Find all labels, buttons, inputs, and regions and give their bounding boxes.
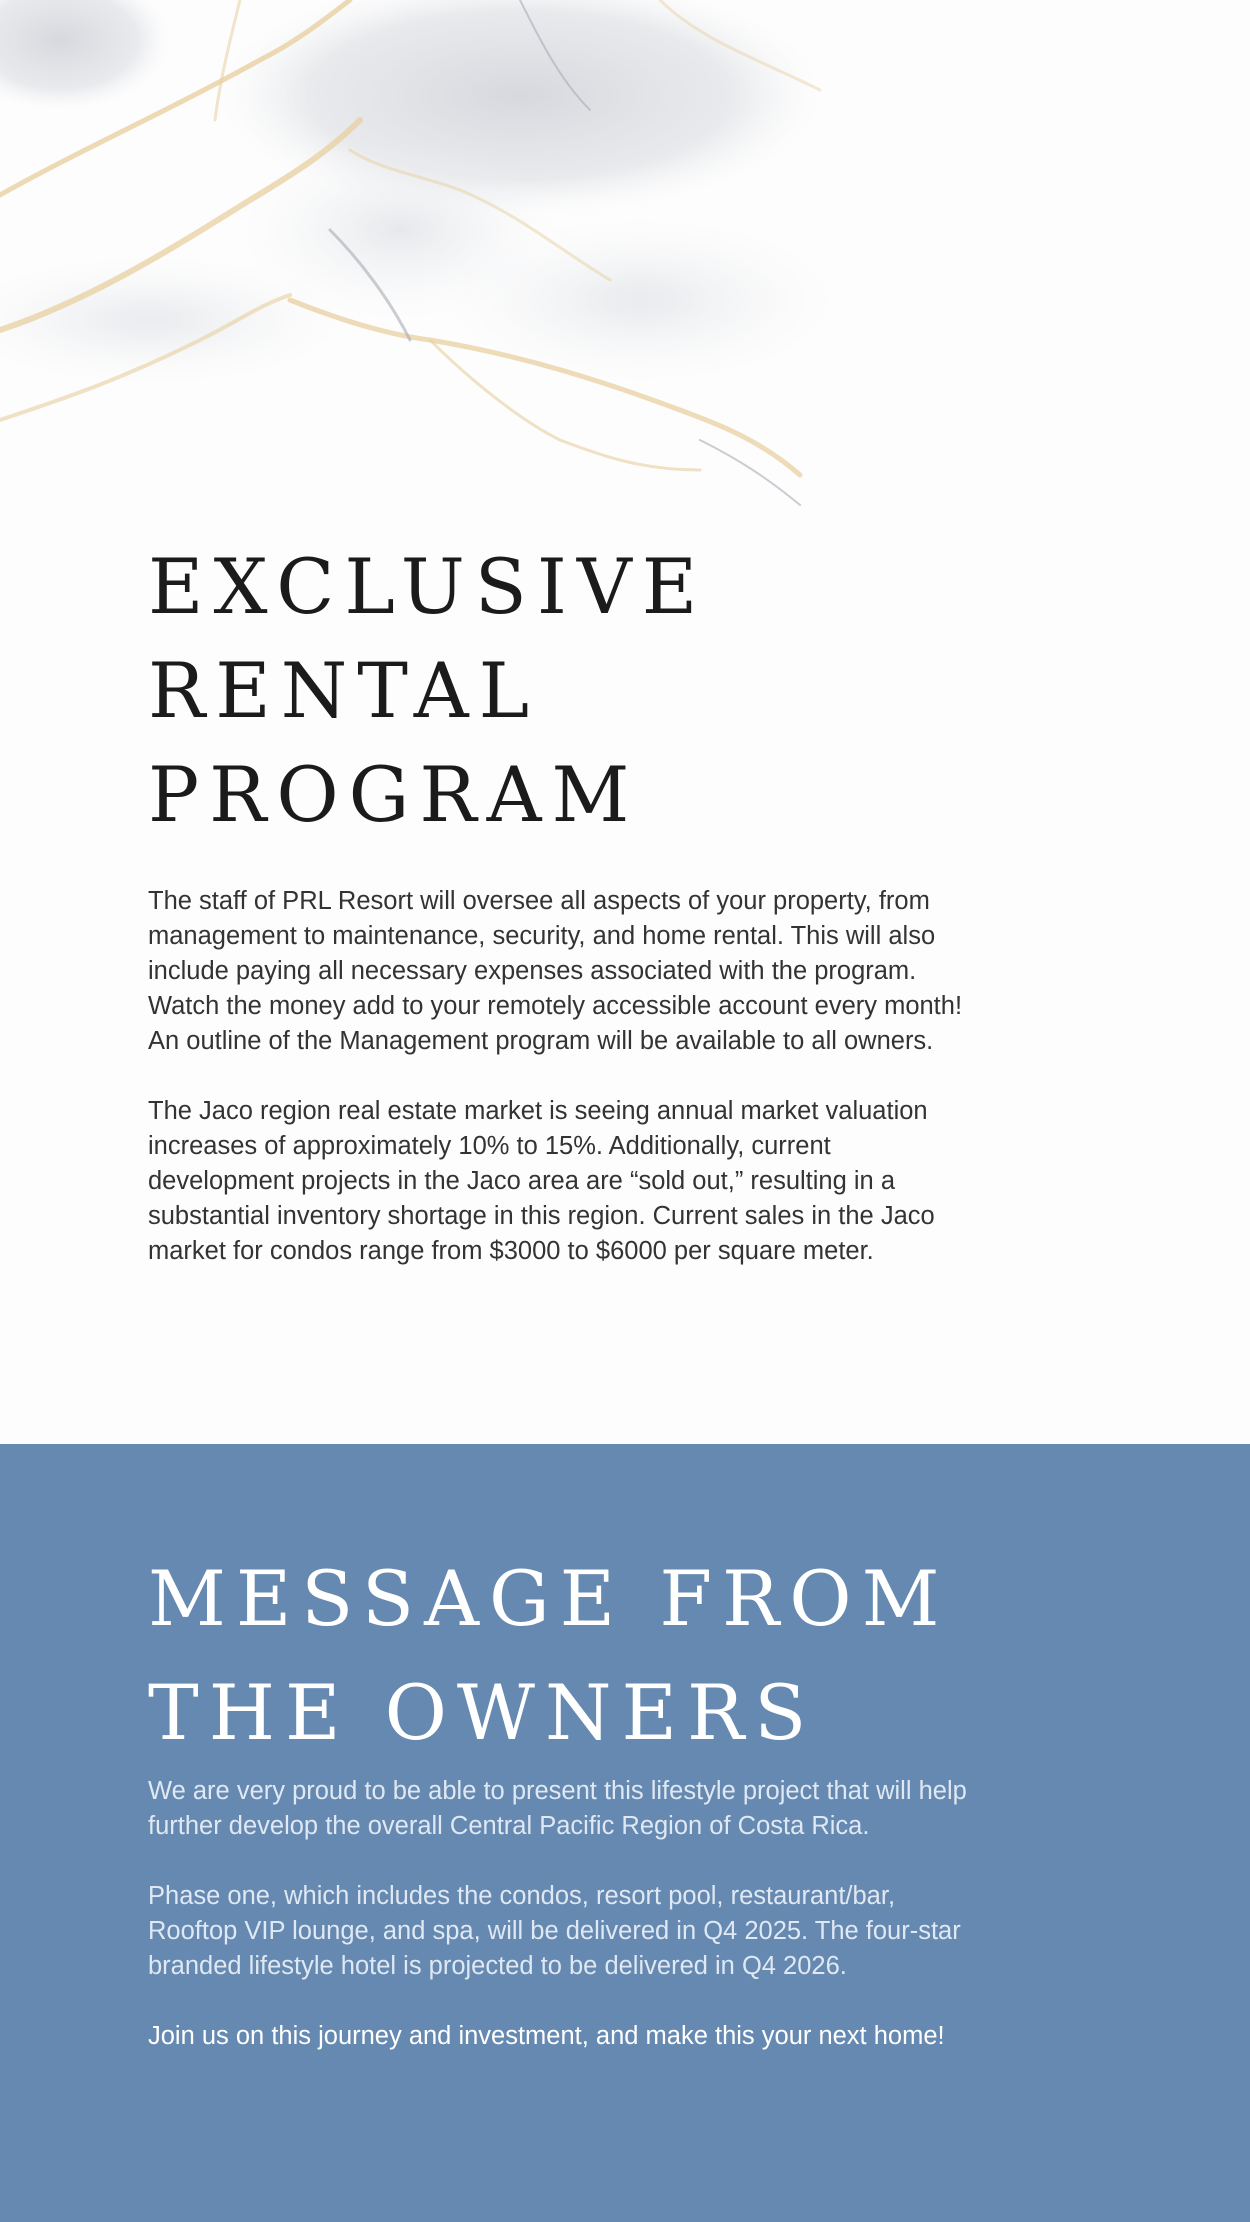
rental-paragraph-management: The staff of PRL Resort will oversee all aspects of your property, from management to maintenance, security, and home rental. This will also include paying all necessary expenses associated with the program. Watch the money add to your remotely accessible account every month! An outline of the Management program will be available to all owners. bbox=[148, 887, 963, 1055]
owners-message-title bbox=[148, 1542, 949, 1770]
owners-message-body bbox=[148, 1774, 968, 2054]
owners-message-section bbox=[0, 1444, 1250, 2222]
title-line: EXCLUSIVE bbox=[148, 542, 708, 631]
title-line: PROGRAM bbox=[148, 750, 640, 839]
rental-program-title bbox=[148, 535, 707, 847]
title-line: MESSAGE FROM bbox=[148, 1554, 950, 1643]
title-line: THE OWNERS bbox=[148, 1668, 817, 1757]
rental-program-body bbox=[148, 884, 968, 1269]
title-line: RENTAL bbox=[148, 646, 540, 735]
owners-call-to-action: Join us on this journey and investment, and make this your next home! bbox=[148, 2022, 945, 2050]
rental-paragraph-market: The Jaco region real estate market is seeing annual market valuation increases of approximately 10% to 15%. Additionally, current development projects in the Jaco area are “sold out,” resulting in a substantial inventory shortage in this region. Current sales in the Jaco market for condos range from $3000 to $6000 per square meter. bbox=[148, 1097, 935, 1265]
owners-paragraph-intro: We are very proud to be able to present this lifestyle project that will help further develop the overall Central Pacific Region of Costa Rica. bbox=[148, 1777, 967, 1840]
owners-paragraph-phases: Phase one, which includes the condos, resort pool, restaurant/bar, Rooftop VIP lounge, and spa, will be delivered in Q4 2025. The four-star branded lifestyle hotel is projected to be delivered in Q4 2026. bbox=[148, 1882, 961, 1980]
